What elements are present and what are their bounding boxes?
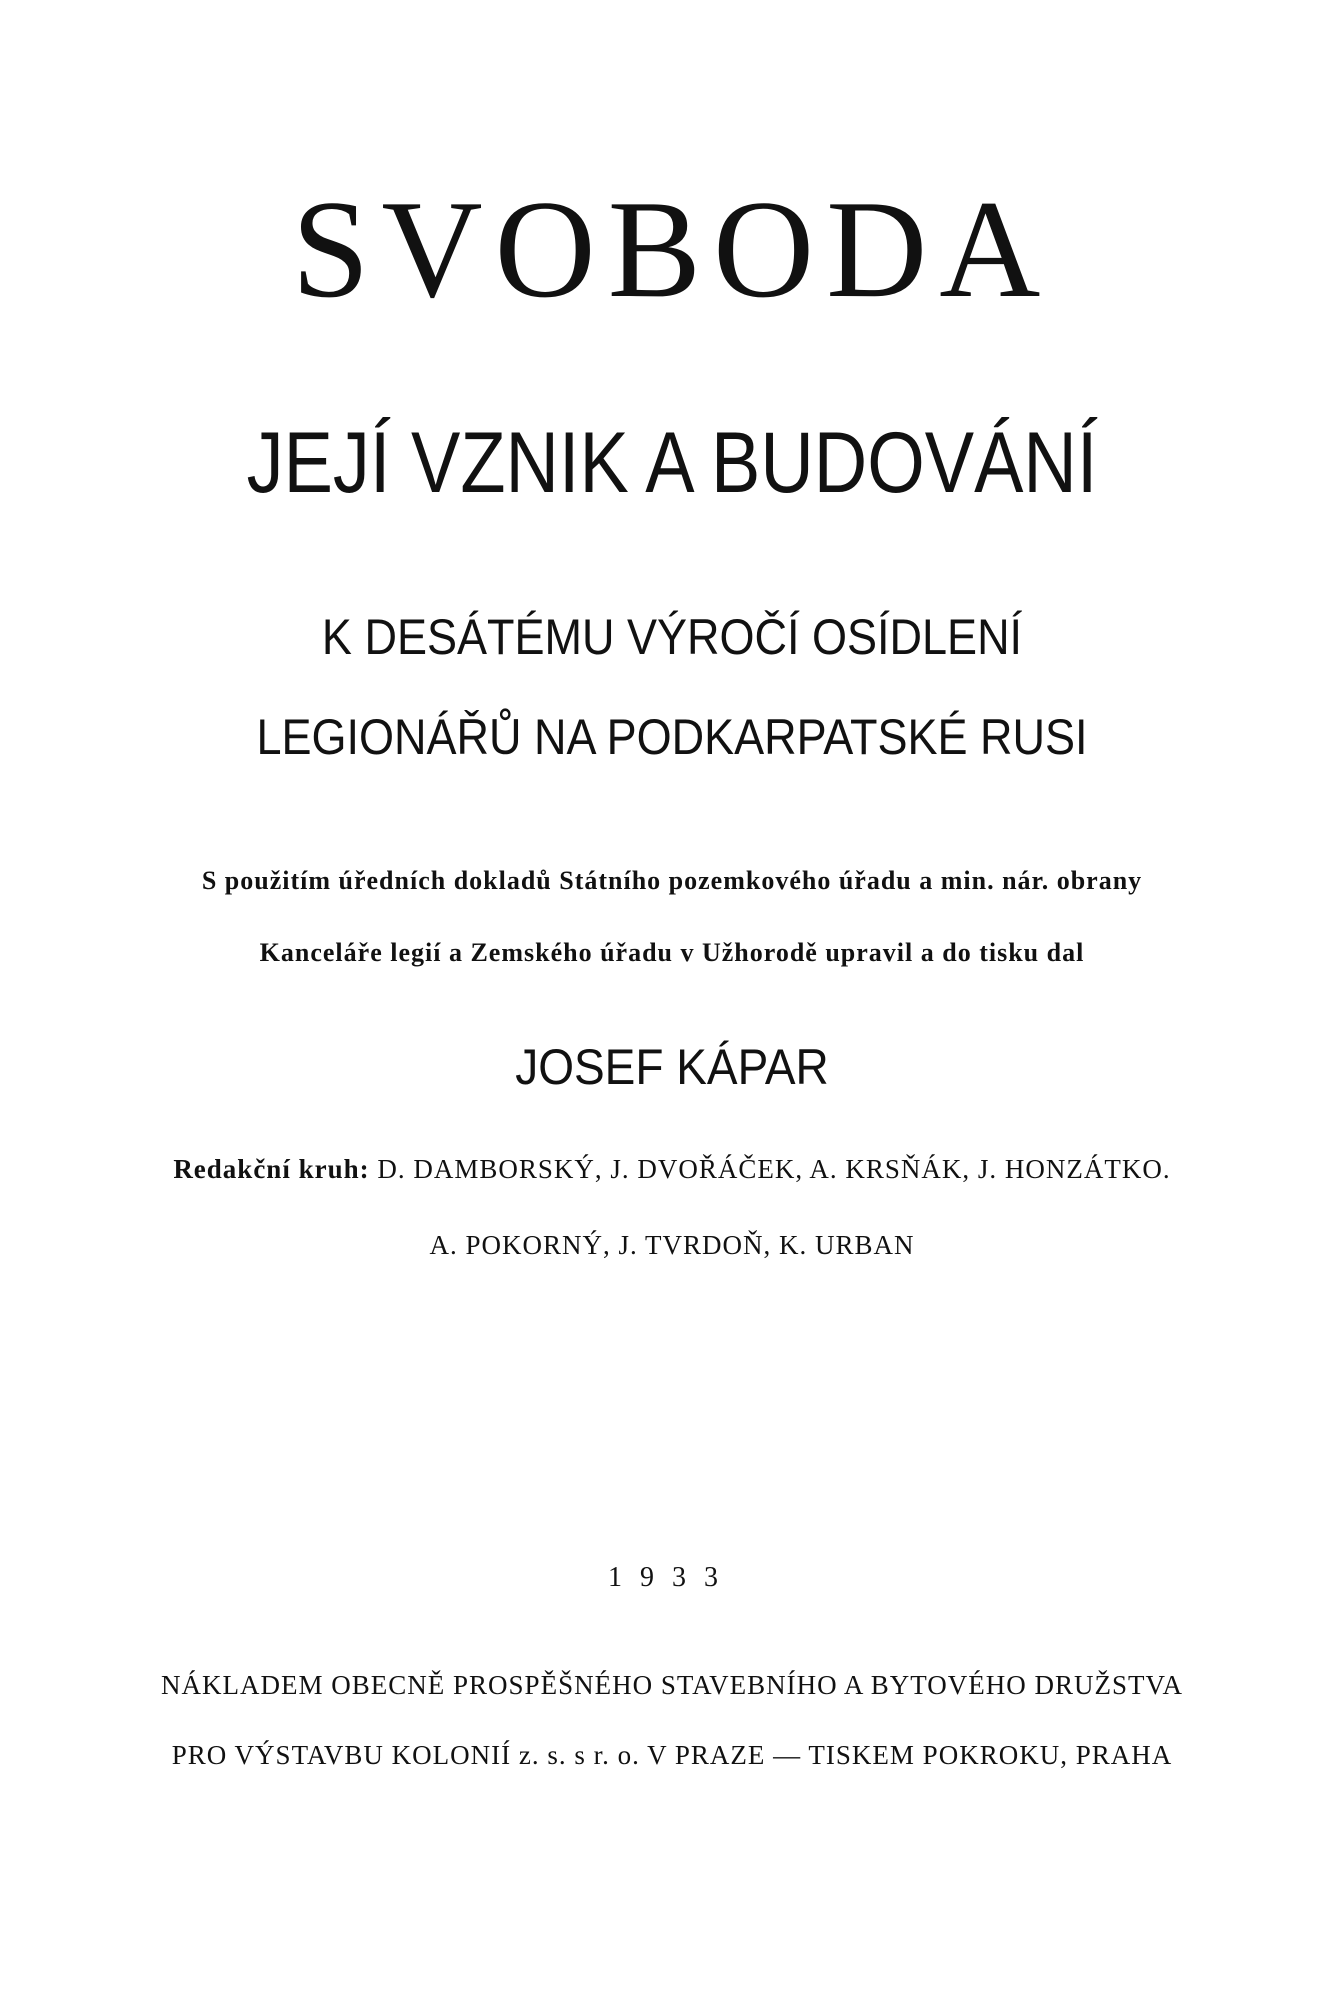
editorial-board-line-2: A. POKORNÝ, J. TVRDOŇ, K. URBAN <box>429 1230 915 1260</box>
publisher-line-1: NÁKLADEM OBECNĚ PROSPĚŠNÉHO STAVEBNÍHO A BYTOVÉHO DRUŽSTVA <box>161 1670 1183 1700</box>
sources-line-2: Kanceláře legií a Zemského úřadu v Užhorodě upravil a do tisku dal <box>259 938 1085 967</box>
editorial-board-names-1: D. DAMBORSKÝ, J. DVOŘÁČEK, A. KRSŇÁK, J. HONZÁTKO. <box>377 1154 1171 1184</box>
book-subtitle: JEJÍ VZNIK A BUDOVÁNÍ <box>246 415 1098 511</box>
publication-year: 1933 <box>608 1562 736 1593</box>
editorial-board-label: Redakční kruh: <box>173 1154 370 1184</box>
occasion-line-1: K DESÁTÉMU VÝROČÍ OSÍDLENÍ <box>321 609 1023 665</box>
author-name: JOSEF KÁPAR <box>515 1039 829 1095</box>
editorial-board-line-1 <box>0 1156 1344 1183</box>
publisher-line-2: PRO VÝSTAVBU KOLONIÍ z. s. s r. o. V PRAZE — TISKEM POKROKU, PRAHA <box>171 1740 1173 1770</box>
sources-line-1: S použitím úředních dokladů Státního pozemkového úřadu a min. nár. obrany <box>201 866 1143 895</box>
occasion-line-2: LEGIONÁŘŮ NA PODKARPATSKÉ RUSI <box>256 709 1088 765</box>
book-title: SVOBODA <box>291 172 1053 327</box>
